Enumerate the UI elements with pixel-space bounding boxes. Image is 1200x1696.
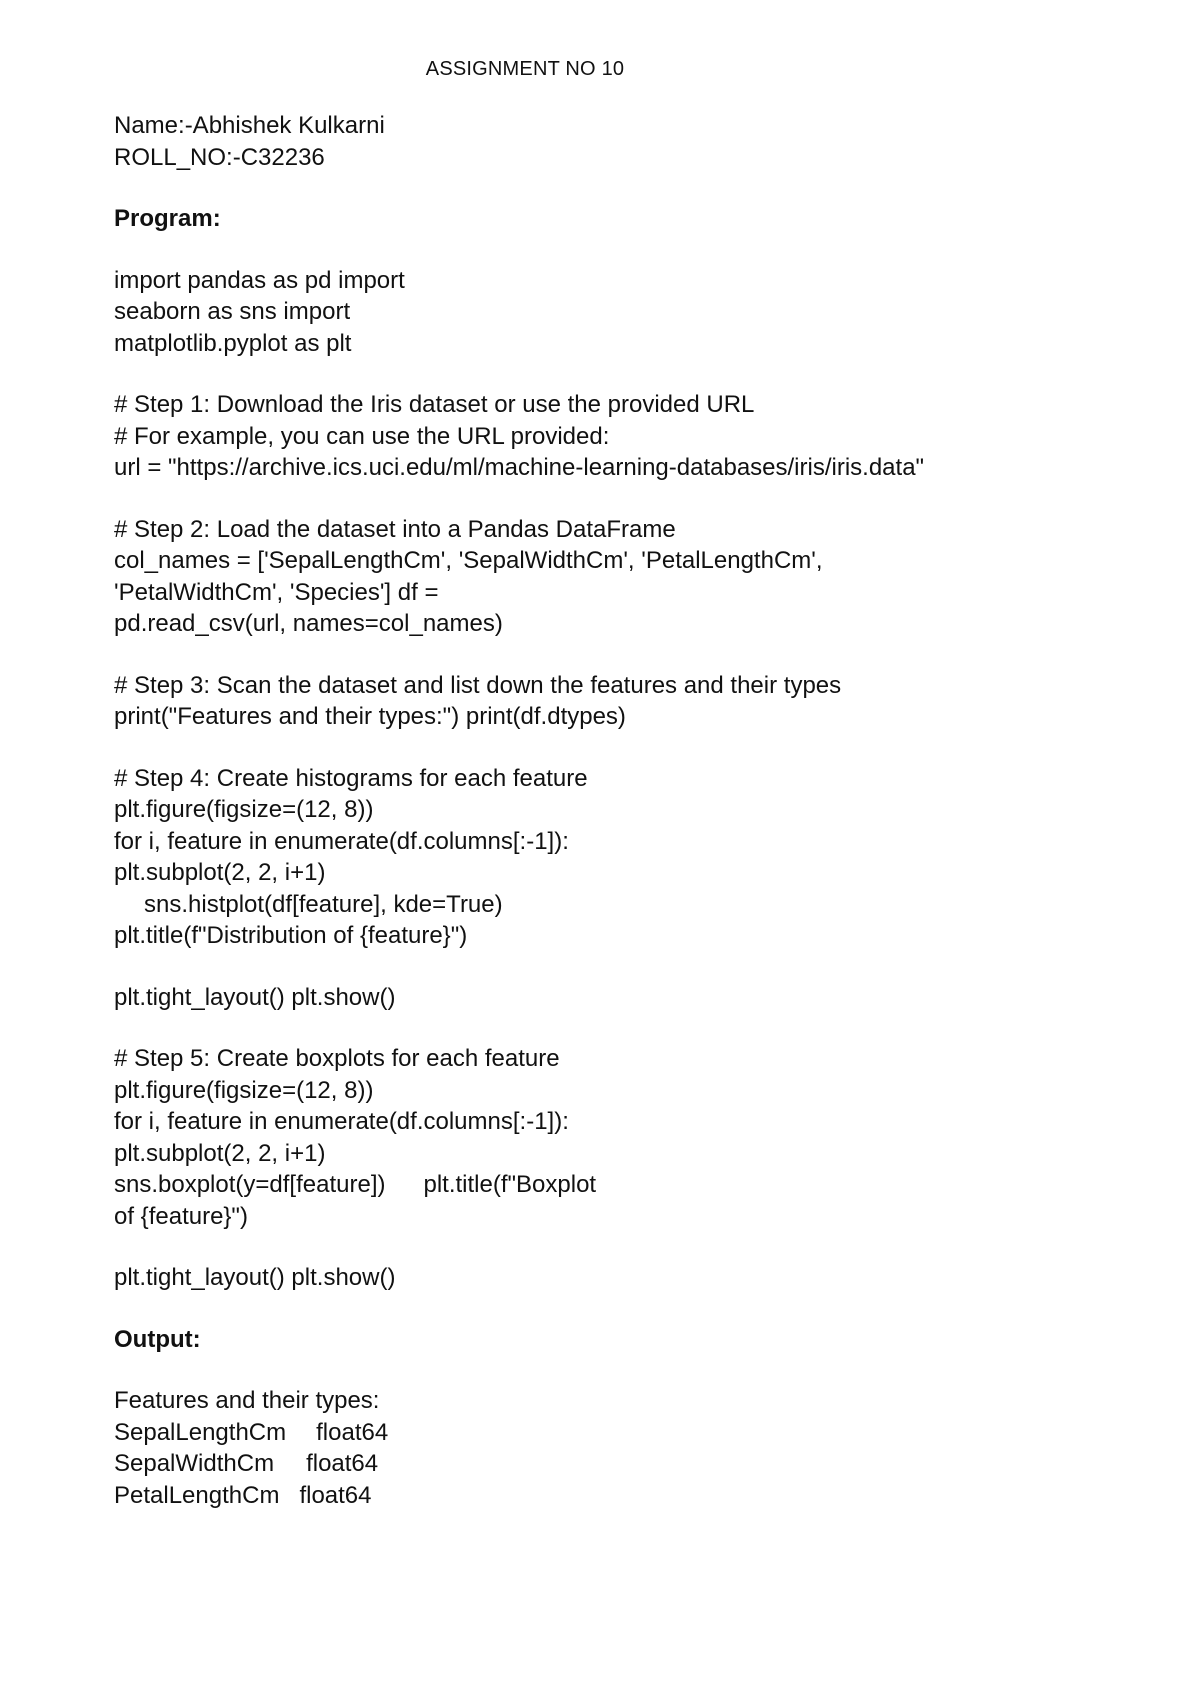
code-line: for i, feature in enumerate(df.columns[:-1]):	[114, 1108, 569, 1135]
code-comment: # Step 2: Load the dataset into a Pandas DataFrame	[114, 515, 676, 543]
code-line: plt.subplot(2, 2, i+1)	[114, 859, 326, 886]
feature-name: PetalLengthCm	[114, 1481, 280, 1509]
document-content	[114, 110, 1074, 1511]
output-row	[114, 1448, 1074, 1480]
assignment-title: ASSIGNMENT NO 10	[425, 58, 625, 80]
output-block	[114, 1385, 1074, 1511]
code-line: 'PetalWidthCm', 'Species'] df =	[114, 578, 439, 606]
student-name: Name:-Abhishek Kulkarni	[114, 112, 385, 139]
code-line: plt.tight_layout() plt.show()	[114, 983, 396, 1011]
code-line-boxplot	[114, 1169, 1074, 1201]
output-row	[114, 1480, 1074, 1512]
code-line: matplotlib.pyplot as plt	[114, 329, 352, 357]
feature-name: SepalLengthCm	[114, 1418, 287, 1446]
code-line: print("Features and their types:") print(df.dtypes)	[114, 703, 626, 730]
output-heading: Output:	[114, 1325, 201, 1353]
code-line: plt.title(f"Distribution of {feature}")	[114, 922, 468, 949]
code-step3	[114, 670, 1074, 733]
code-line: import pandas as pd import	[114, 266, 405, 294]
feature-type: float64	[299, 1481, 372, 1509]
feature-name: SepalWidthCm	[114, 1450, 275, 1477]
code-line: of {feature}")	[114, 1202, 248, 1230]
code-comment: # Step 4: Create histograms for each feature	[114, 764, 588, 792]
output-row	[114, 1417, 1074, 1449]
code-fragment: sns.boxplot(y=df[feature])	[114, 1171, 386, 1198]
code-step1	[114, 389, 1074, 484]
code-line: plt.figure(figsize=(12, 8))	[114, 1076, 374, 1104]
output-header: Features and their types:	[114, 1387, 380, 1414]
program-heading: Program:	[114, 205, 221, 232]
code-imports	[114, 265, 1074, 360]
code-line: plt.figure(figsize=(12, 8))	[114, 796, 374, 823]
code-comment: # Step 1: Download the Iris dataset or use the provided URL	[114, 391, 755, 418]
code-comment: # For example, you can use the URL provided:	[114, 422, 610, 450]
code-step2	[114, 514, 1074, 640]
feature-type: float64	[306, 1450, 379, 1477]
roll-number: ROLL_NO:-C32236	[114, 143, 325, 171]
code-fragment: plt.title(f"Boxplot	[423, 1171, 597, 1198]
code-line: for i, feature in enumerate(df.columns[:-1]):	[114, 827, 569, 855]
code-line: pd.read_csv(url, names=col_names)	[114, 610, 503, 637]
code-line: seaborn as sns import	[114, 298, 351, 325]
code-step5	[114, 1043, 1074, 1232]
code-line: plt.tight_layout() plt.show()	[114, 1264, 396, 1291]
code-line: url = "https://archive.ics.uci.edu/ml/machine-learning-databases/iris/iris.data"	[114, 454, 925, 481]
code-line: sns.histplot(df[feature], kde=True)	[144, 890, 503, 918]
code-comment: # Step 3: Scan the dataset and list down the features and their types	[114, 671, 842, 699]
feature-type: float64	[316, 1418, 389, 1446]
code-line: col_names = ['SepalLengthCm', 'SepalWidthCm', 'PetalLengthCm',	[114, 547, 823, 574]
code-line: plt.subplot(2, 2, i+1)	[114, 1139, 326, 1167]
code-comment: # Step 5: Create boxplots for each feature	[114, 1045, 560, 1072]
code-step4	[114, 763, 1074, 952]
